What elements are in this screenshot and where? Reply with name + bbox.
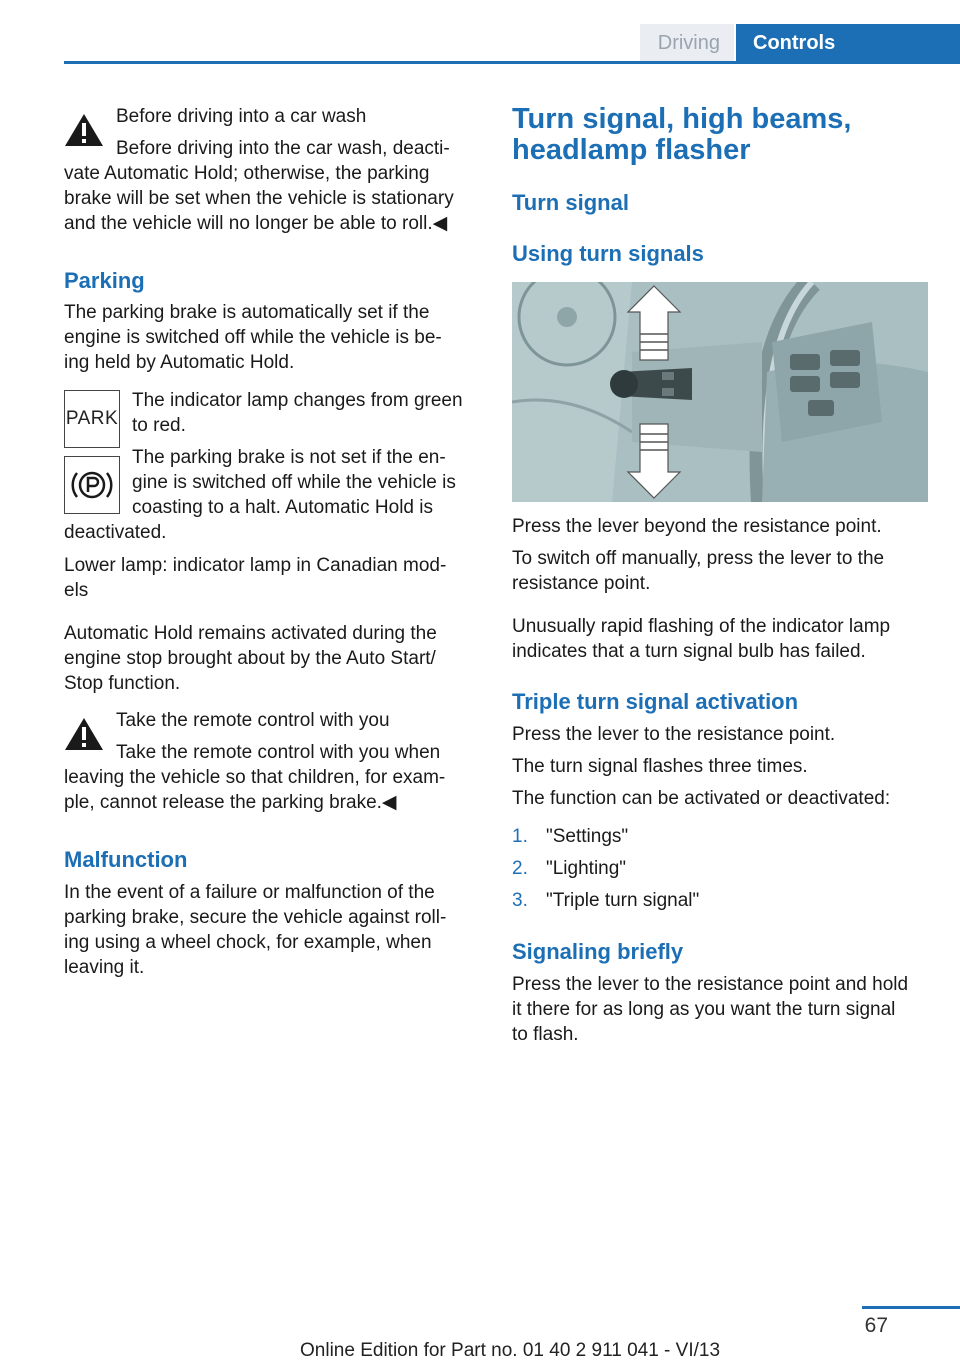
warning-title-remote: Take the remote control with you (116, 710, 390, 731)
park-lamp-icon (64, 390, 120, 448)
warning-line: Take the remote control with you when (116, 742, 441, 763)
warning-triangle-icon (64, 716, 104, 752)
step-text: "Settings" (546, 826, 629, 847)
heading-triple-turn-signal: Triple turn signal activation (512, 689, 799, 714)
step-number: 3. (512, 890, 528, 911)
warning-line: brake will be set when the vehicle is stationary (64, 188, 454, 209)
footer-rule (862, 1306, 960, 1309)
briefly-line: to flash. (512, 1024, 579, 1045)
heading-parking: Parking (64, 268, 145, 293)
malfunction-line: leaving it. (64, 957, 145, 978)
page-title-line: headlamp flasher (512, 134, 751, 166)
warning-line: vate Automatic Hold; otherwise, the parking (64, 163, 430, 184)
rapid-line: indicates that a turn signal bulb has failed. (512, 641, 866, 662)
warning-triangle-icon (64, 112, 104, 148)
auto-hold-line: Stop function. (64, 673, 181, 694)
edition-line: Online Edition for Part no. 01 40 2 911 041 - VI/13 (300, 1340, 721, 1361)
step-text: "Lighting" (546, 858, 627, 879)
warning-line: ple, cannot release the parking brake.◀ (64, 792, 397, 813)
briefly-line: it there for as long as you want the turn signal (512, 999, 896, 1020)
p-lamp-line: deactivated. (64, 522, 167, 543)
parking-line: engine is switched off while the vehicle is be- (64, 327, 442, 348)
warning-line: and the vehicle will no longer be able to roll.◀ (64, 213, 448, 234)
p-lamp-line: The parking brake is not set if the en- (132, 447, 446, 468)
triple-line: Press the lever to the resistance point. (512, 724, 836, 745)
warning-line: Before driving into the car wash, deacti- (116, 138, 450, 159)
warning-line: leaving the vehicle so that children, for exam- (64, 767, 446, 788)
header-rule (64, 61, 960, 64)
triple-line: The turn signal flashes three times. (512, 756, 808, 777)
rapid-line: Unusually rapid flashing of the indicator lamp (512, 616, 891, 637)
auto-hold-line: Automatic Hold remains activated during the (64, 623, 437, 644)
parking-brake-circle-icon (64, 456, 120, 514)
malfunction-line: In the event of a failure or malfunction of the (64, 882, 435, 903)
switch-off-line: resistance point. (512, 573, 651, 594)
malfunction-line: parking brake, secure the vehicle against roll- (64, 907, 447, 928)
section-tab-driving: Driving (640, 24, 734, 61)
heading-turn-signal: Turn signal (512, 190, 629, 215)
lower-lamp-line: els (64, 580, 89, 601)
briefly-line: Press the lever to the resistance point and hold (512, 974, 909, 995)
page-number: 67 (864, 1314, 888, 1337)
malfunction-line: ing using a wheel chock, for example, when (64, 932, 432, 953)
park-lamp-line: to red. (132, 415, 186, 436)
lower-lamp-line: Lower lamp: indicator lamp in Canadian mod- (64, 555, 447, 576)
parking-line: ing held by Automatic Hold. (64, 352, 295, 373)
press-line: Press the lever beyond the resistance point. (512, 516, 882, 537)
triple-line: The function can be activated or deactivated: (512, 788, 891, 809)
warning-title-car-wash: Before driving into a car wash (116, 106, 367, 127)
p-lamp-line: coasting to a halt. Automatic Hold is (132, 497, 433, 518)
step-number: 2. (512, 858, 528, 879)
heading-signaling-briefly: Signaling briefly (512, 939, 684, 964)
park-lamp-line: The indicator lamp changes from green (132, 390, 463, 411)
switch-off-line: To switch off manually, press the lever to the (512, 548, 885, 569)
heading-malfunction: Malfunction (64, 847, 188, 872)
parking-line: The parking brake is automatically set if the (64, 302, 430, 323)
step-text: "Triple turn signal" (546, 890, 700, 911)
page-title-line: Turn signal, high beams, (512, 103, 852, 135)
park-lamp-label: PARK (65, 408, 119, 429)
turn-signal-lever-figure (512, 282, 928, 502)
p-lamp-line: gine is switched off while the vehicle is (132, 472, 456, 493)
heading-using-turn-signals: Using turn signals (512, 241, 704, 266)
step-number: 1. (512, 826, 528, 847)
auto-hold-line: engine stop brought about by the Auto Start/ (64, 648, 436, 669)
section-tab-controls: Controls (736, 24, 960, 61)
